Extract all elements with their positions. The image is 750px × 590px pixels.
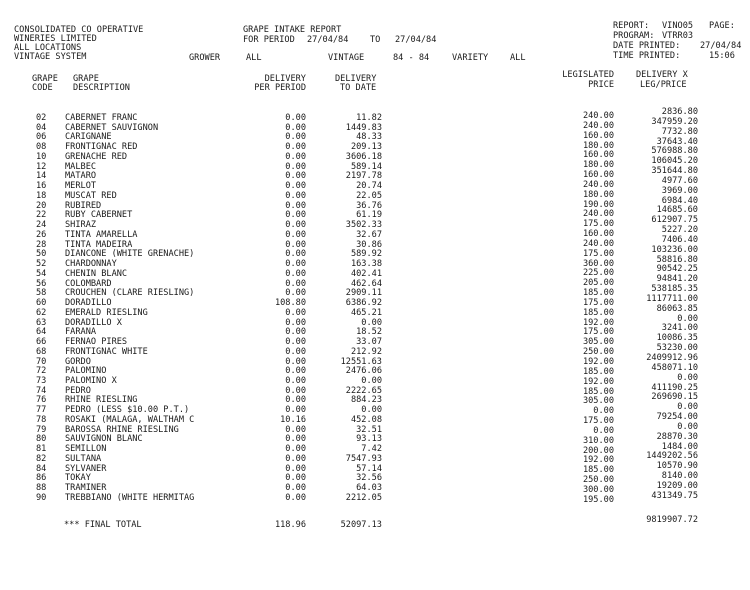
delivery-per-period: 0.00 [285, 220, 306, 231]
grape-description: GRENACHE RED [65, 151, 128, 162]
delivery-to-date: 589.14 [350, 161, 382, 172]
delivery-per-period: 0.00 [285, 161, 306, 172]
col-period-line2: PER PERIOD [254, 83, 306, 93]
delivery-x-leg-price: 351644.80 [651, 166, 698, 177]
grape-description: CABERNET SAUVIGNON [65, 122, 159, 133]
delivery-to-date: 20.74 [356, 181, 382, 192]
grape-description: MALBEC [65, 161, 97, 172]
delivery-to-date: 163.38 [350, 259, 382, 270]
legislated-price: 185.00 [582, 465, 614, 476]
grape-code: 14 [36, 171, 47, 182]
legislated-price: 195.00 [582, 494, 614, 505]
delivery-x-leg-price: 106045.20 [651, 156, 698, 167]
col-desc-line2: DESCRIPTION [73, 83, 130, 93]
vintage-value: 84 - 84 [393, 53, 430, 63]
delivery-x-leg-price: 28870.30 [656, 431, 698, 442]
report-id-label: REPORT: [613, 21, 650, 31]
legislated-price: 0.00 [593, 406, 614, 417]
delivery-x-leg-price: 7732.80 [661, 126, 698, 137]
grape-code: 64 [36, 327, 47, 338]
company-line-1: CONSOLIDATED CO OPERATIVE [14, 25, 144, 35]
company-line-2: WINERIES LIMITED [14, 34, 97, 44]
delivery-to-date: 32.51 [356, 424, 382, 435]
delivery-per-period: 0.00 [285, 463, 306, 474]
grape-code: 54 [36, 268, 47, 279]
delivery-per-period: 0.00 [285, 346, 306, 357]
legislated-price: 192.00 [582, 376, 614, 387]
page-label: PAGE: [709, 21, 735, 31]
final-total-legprice: 9819907.72 [646, 515, 698, 525]
delivery-x-leg-price: 0.00 [677, 372, 698, 383]
delivery-per-period: 0.00 [285, 375, 306, 386]
delivery-to-date: 12551.63 [340, 356, 382, 367]
grape-description: COLOMBARD [65, 278, 112, 289]
legislated-price: 0.00 [593, 425, 614, 436]
grape-code: 24 [36, 220, 47, 231]
date-printed-value: 27/04/84 [700, 41, 742, 51]
grape-code: 04 [36, 122, 47, 133]
delivery-to-date: 402.41 [350, 268, 382, 279]
delivery-per-period: 0.00 [285, 278, 306, 289]
col-code-line2: CODE [32, 83, 53, 93]
delivery-x-leg-price: 90542.25 [656, 264, 698, 275]
legislated-price: 250.00 [582, 347, 614, 358]
delivery-x-leg-price: 0.00 [677, 313, 698, 324]
delivery-to-date: 465.21 [350, 307, 382, 318]
locations-line: ALL LOCATIONS [14, 43, 82, 53]
legislated-price: 240.00 [582, 120, 614, 131]
legislated-price: 175.00 [582, 219, 614, 230]
period-from: 27/04/84 [307, 35, 349, 45]
grape-code: 26 [36, 229, 47, 240]
delivery-x-leg-price: 19209.00 [656, 480, 698, 491]
legislated-price: 180.00 [582, 140, 614, 151]
delivery-x-leg-price: 576988.80 [651, 146, 698, 157]
grape-description: RUBIRED [65, 200, 102, 211]
legislated-price: 185.00 [582, 366, 614, 377]
delivery-per-period: 0.00 [285, 385, 306, 396]
delivery-to-date: 3606.18 [345, 151, 382, 162]
grape-description: SHIRAZ [65, 220, 97, 231]
delivery-x-leg-price: 37643.40 [656, 136, 698, 147]
system-line: VINTAGE SYSTEM [14, 52, 87, 62]
grape-description: MERLOT [65, 181, 97, 192]
grape-description: TINTA MADEIRA [65, 239, 133, 250]
legislated-price: 175.00 [582, 327, 614, 338]
delivery-to-date: 93.13 [356, 434, 382, 445]
table-row [0, 490, 750, 505]
grape-code: 76 [36, 395, 47, 406]
delivery-to-date: 2212.05 [345, 492, 382, 503]
grape-description: TINTA AMARELLA [65, 229, 138, 240]
grape-code: 22 [36, 210, 47, 221]
grape-description: SULTANA [65, 453, 102, 464]
grape-code: 79 [36, 424, 47, 435]
grape-code: 73 [36, 375, 47, 386]
delivery-per-period: 0.00 [285, 337, 306, 348]
grape-description: MATARO [65, 171, 97, 182]
delivery-x-leg-price: 58816.80 [656, 254, 698, 265]
delivery-to-date: 36.76 [356, 200, 382, 211]
grape-description: GORDO [65, 356, 91, 367]
legislated-price: 360.00 [582, 258, 614, 269]
grape-description: EMERALD RIESLING [65, 307, 148, 318]
legislated-price: 160.00 [582, 150, 614, 161]
delivery-x-leg-price: 1484.00 [661, 441, 698, 452]
legislated-price: 180.00 [582, 189, 614, 200]
legislated-price: 225.00 [582, 268, 614, 279]
delivery-x-leg-price: 94841.20 [656, 274, 698, 285]
legislated-price: 192.00 [582, 357, 614, 367]
legislated-price: 160.00 [582, 130, 614, 141]
grape-code: 28 [36, 239, 47, 250]
delivery-to-date: 212.92 [350, 346, 382, 357]
delivery-per-period: 0.00 [285, 366, 306, 377]
delivery-to-date: 30.86 [356, 239, 382, 250]
delivery-to-date: 32.67 [356, 229, 382, 240]
delivery-to-date: 18.52 [356, 327, 382, 338]
col-todate-line1: DELIVERY [335, 74, 377, 84]
col-code-line1: GRAPE [32, 74, 58, 84]
legislated-price: 200.00 [582, 445, 614, 456]
col-desc-line1: GRAPE [73, 74, 99, 84]
delivery-per-period: 0.00 [285, 239, 306, 250]
final-total-todate: 52097.13 [340, 520, 382, 530]
grape-code: 81 [36, 444, 47, 455]
grape-description: FRONTIGNAC WHITE [65, 346, 148, 357]
grape-description: FERNAO PIRES [65, 337, 128, 348]
grape-code: 84 [36, 463, 47, 474]
legislated-price: 310.00 [582, 435, 614, 446]
delivery-per-period: 10.16 [280, 414, 306, 425]
delivery-per-period: 0.00 [285, 453, 306, 464]
col-legprice-line1: DELIVERY X [636, 70, 688, 80]
delivery-x-leg-price: 86063.85 [656, 303, 698, 314]
grape-code: 10 [36, 151, 47, 162]
report-title: GRAPE INTAKE REPORT [243, 25, 342, 35]
delivery-to-date: 2476.06 [345, 366, 382, 377]
delivery-to-date: 1449.83 [345, 122, 382, 133]
delivery-x-leg-price: 10570.90 [656, 461, 698, 472]
delivery-to-date: 7.42 [361, 444, 382, 455]
delivery-x-leg-price: 431349.75 [651, 490, 698, 501]
legislated-price: 192.00 [582, 317, 614, 328]
delivery-x-leg-price: 103236.00 [651, 244, 698, 255]
legislated-price: 160.00 [582, 170, 614, 181]
delivery-x-leg-price: 79254.00 [656, 412, 698, 423]
delivery-per-period: 0.00 [285, 483, 306, 494]
grape-description: DIANCONE (WHITE GRENACHE) [65, 249, 195, 260]
delivery-x-leg-price: 14685.60 [656, 205, 698, 216]
delivery-to-date: 589.92 [350, 249, 382, 260]
delivery-x-leg-price: 1449202.56 [646, 451, 698, 462]
delivery-per-period: 0.00 [285, 200, 306, 211]
grape-description: FARANA [65, 327, 97, 338]
legislated-price: 185.00 [582, 386, 614, 397]
grape-description: SAUVIGNON BLANC [65, 434, 143, 445]
delivery-to-date: 7547.93 [345, 453, 382, 464]
delivery-to-date: 6386.92 [345, 298, 382, 309]
grape-description: CHENIN BLANC [65, 268, 128, 279]
delivery-x-leg-price: 2836.80 [661, 107, 698, 117]
delivery-per-period: 0.00 [285, 395, 306, 406]
grape-code: 20 [36, 200, 47, 211]
delivery-to-date: 64.03 [356, 483, 382, 494]
grape-code: 56 [36, 278, 47, 289]
grape-description: RUBY CABERNET [65, 210, 133, 221]
col-price-line2: PRICE [588, 80, 614, 90]
delivery-to-date: 462.64 [350, 278, 382, 289]
grape-code: 16 [36, 181, 47, 192]
vintage-label: VINTAGE [328, 53, 365, 63]
final-total-period: 118.96 [274, 520, 306, 530]
legislated-price: 305.00 [582, 396, 614, 407]
grape-description: TRAMINER [65, 483, 107, 494]
grape-description: SEMILLON [65, 444, 107, 455]
delivery-x-leg-price: 8140.00 [661, 471, 698, 482]
grape-description: TREBBIANO (WHITE HERMITAG [65, 492, 195, 503]
grape-description: DORADILLO [65, 298, 112, 309]
delivery-x-leg-price: 269690.15 [651, 392, 698, 403]
grape-code: 90 [36, 492, 47, 503]
delivery-per-period: 0.00 [285, 327, 306, 338]
legislated-price: 175.00 [582, 297, 614, 308]
grape-description: CABERNET FRANC [65, 113, 138, 123]
delivery-to-date: 22.05 [356, 190, 382, 201]
grape-code: 86 [36, 473, 47, 484]
legislated-price: 180.00 [582, 160, 614, 171]
grape-description: SYLVANER [65, 463, 107, 474]
grower-value: ALL [246, 53, 262, 63]
delivery-x-leg-price: 411190.25 [651, 382, 698, 393]
delivery-per-period: 0.00 [285, 259, 306, 270]
delivery-x-leg-price: 0.00 [677, 421, 698, 432]
delivery-per-period: 0.00 [285, 249, 306, 260]
delivery-x-leg-price: 538185.35 [651, 284, 698, 295]
final-total-label: *** FINAL TOTAL [64, 520, 142, 530]
delivery-x-leg-price: 4977.60 [661, 175, 698, 186]
delivery-x-leg-price: 6984.40 [661, 195, 698, 206]
delivery-to-date: 11.82 [356, 113, 382, 123]
grape-description: TOKAY [65, 473, 91, 484]
delivery-per-period: 0.00 [285, 307, 306, 318]
grape-description: DORADILLO X [65, 317, 122, 328]
grape-description: MUSCAT RED [65, 190, 117, 201]
time-printed-value: 15:06 [709, 51, 735, 61]
grape-description: ROSAKI (MALAGA, WALTHAM C [65, 414, 195, 425]
delivery-to-date: 0.00 [361, 375, 382, 386]
grape-code: 50 [36, 249, 47, 260]
grape-code: 82 [36, 453, 47, 464]
grape-code: 58 [36, 288, 47, 299]
delivery-x-leg-price: 5227.20 [661, 225, 698, 236]
delivery-x-leg-price: 7406.40 [661, 234, 698, 245]
delivery-to-date: 3502.33 [345, 220, 382, 231]
legislated-price: 175.00 [582, 248, 614, 259]
grape-code: 88 [36, 483, 47, 494]
variety-label: VARIETY [452, 53, 489, 63]
grape-description: PALOMINO X [65, 375, 117, 386]
grower-label: GROWER [189, 53, 221, 63]
delivery-to-date: 884.23 [350, 395, 382, 406]
grape-code: 63 [36, 317, 47, 328]
grape-code: 80 [36, 434, 47, 445]
date-printed-label: DATE PRINTED: [613, 41, 681, 51]
delivery-per-period: 0.00 [285, 229, 306, 240]
col-legprice-line2: LEG/PRICE [640, 80, 687, 90]
grape-description: FRONTIGNAC RED [65, 142, 138, 153]
legislated-price: 240.00 [582, 179, 614, 190]
program-label: PROGRAM: [613, 31, 655, 41]
legislated-price: 185.00 [582, 288, 614, 299]
legislated-price: 205.00 [582, 278, 614, 289]
delivery-per-period: 0.00 [285, 210, 306, 221]
delivery-x-leg-price: 2409912.96 [646, 353, 698, 363]
grape-code: 72 [36, 366, 47, 377]
delivery-x-leg-price: 10086.35 [656, 333, 698, 344]
grape-description: BAROSSA RHINE RIESLING [65, 424, 179, 435]
delivery-to-date: 2197.78 [345, 171, 382, 182]
delivery-per-period: 0.00 [285, 181, 306, 192]
grape-description: CARIGNANE [65, 132, 112, 143]
grape-code: 74 [36, 385, 47, 396]
delivery-to-date: 57.14 [356, 463, 382, 474]
delivery-per-period: 0.00 [285, 405, 306, 416]
grape-code: 08 [36, 142, 47, 153]
grape-code: 68 [36, 346, 47, 357]
delivery-to-date: 48.33 [356, 132, 382, 143]
grape-description: PEDRO (LESS $10.00 P.T.) [65, 405, 190, 416]
col-price-line1: LEGISLATED [562, 70, 614, 80]
legislated-price: 185.00 [582, 307, 614, 318]
variety-value: ALL [510, 53, 526, 63]
delivery-to-date: 33.07 [356, 337, 382, 348]
period-to: 27/04/84 [395, 35, 437, 45]
delivery-per-period: 0.00 [285, 268, 306, 279]
legislated-price: 305.00 [582, 337, 614, 348]
delivery-x-leg-price: 0.00 [677, 402, 698, 413]
delivery-per-period: 0.00 [285, 122, 306, 133]
col-period-line1: DELIVERY [264, 74, 306, 84]
delivery-to-date: 61.19 [356, 210, 382, 221]
delivery-per-period: 0.00 [285, 171, 306, 182]
delivery-per-period: 0.00 [285, 190, 306, 201]
grape-description: CHARDONNAY [65, 259, 117, 270]
grape-code: 60 [36, 298, 47, 309]
legislated-price: 240.00 [582, 111, 614, 121]
grape-code: 78 [36, 414, 47, 425]
legislated-price: 160.00 [582, 229, 614, 240]
time-printed-label: TIME PRINTED: [613, 51, 681, 61]
delivery-x-leg-price: 458071.10 [651, 362, 698, 373]
grape-code: 70 [36, 356, 47, 367]
delivery-per-period: 0.00 [285, 424, 306, 435]
grape-code: 66 [36, 337, 47, 348]
period-to-label: TO [370, 35, 381, 45]
grape-description: RHINE RIESLING [65, 395, 138, 406]
grape-description: CROUCHEN (CLARE RIESLING) [65, 288, 195, 299]
delivery-per-period: 0.00 [285, 356, 306, 367]
delivery-to-date: 2222.65 [345, 385, 382, 396]
delivery-per-period: 0.00 [285, 473, 306, 484]
delivery-per-period: 0.00 [285, 288, 306, 299]
delivery-per-period: 0.00 [285, 151, 306, 162]
grape-code: 77 [36, 405, 47, 416]
grape-code: 02 [36, 113, 47, 123]
grape-code: 52 [36, 259, 47, 270]
legislated-price: 175.00 [582, 416, 614, 427]
delivery-to-date: 0.00 [361, 405, 382, 416]
grape-code: 06 [36, 132, 47, 143]
grape-description: PALOMINO [65, 366, 107, 377]
delivery-per-period: 0.00 [285, 113, 306, 123]
period-label: FOR PERIOD [243, 35, 295, 45]
grape-code: 12 [36, 161, 47, 172]
delivery-to-date: 32.56 [356, 473, 382, 484]
legislated-price: 240.00 [582, 209, 614, 220]
legislated-price: 190.00 [582, 199, 614, 210]
delivery-to-date: 452.08 [350, 414, 382, 425]
delivery-per-period: 0.00 [285, 434, 306, 445]
col-todate-line2: TO DATE [340, 83, 377, 93]
delivery-x-leg-price: 1117711.00 [646, 293, 698, 304]
legislated-price: 300.00 [582, 484, 614, 495]
delivery-per-period: 108.80 [274, 298, 306, 309]
program-value: VTRR03 [662, 31, 694, 41]
delivery-per-period: 0.00 [285, 317, 306, 328]
legislated-price: 250.00 [582, 475, 614, 486]
delivery-x-leg-price: 3969.00 [661, 185, 698, 196]
grape-code: 62 [36, 307, 47, 318]
delivery-per-period: 0.00 [285, 492, 306, 503]
grape-code: 18 [36, 190, 47, 201]
report-id-value: VINO05 [662, 21, 694, 31]
legislated-price: 192.00 [582, 455, 614, 466]
delivery-per-period: 0.00 [285, 444, 306, 455]
delivery-to-date: 209.13 [350, 142, 382, 153]
delivery-x-leg-price: 347959.20 [651, 116, 698, 127]
delivery-to-date: 2909.11 [345, 288, 382, 299]
delivery-x-leg-price: 53230.00 [656, 343, 698, 354]
delivery-per-period: 0.00 [285, 132, 306, 143]
grape-description: PEDRO [65, 385, 91, 396]
legislated-price: 240.00 [582, 238, 614, 249]
delivery-x-leg-price: 3241.00 [661, 323, 698, 334]
delivery-to-date: 0.00 [361, 317, 382, 328]
delivery-x-leg-price: 612907.75 [651, 215, 698, 226]
delivery-per-period: 0.00 [285, 142, 306, 153]
